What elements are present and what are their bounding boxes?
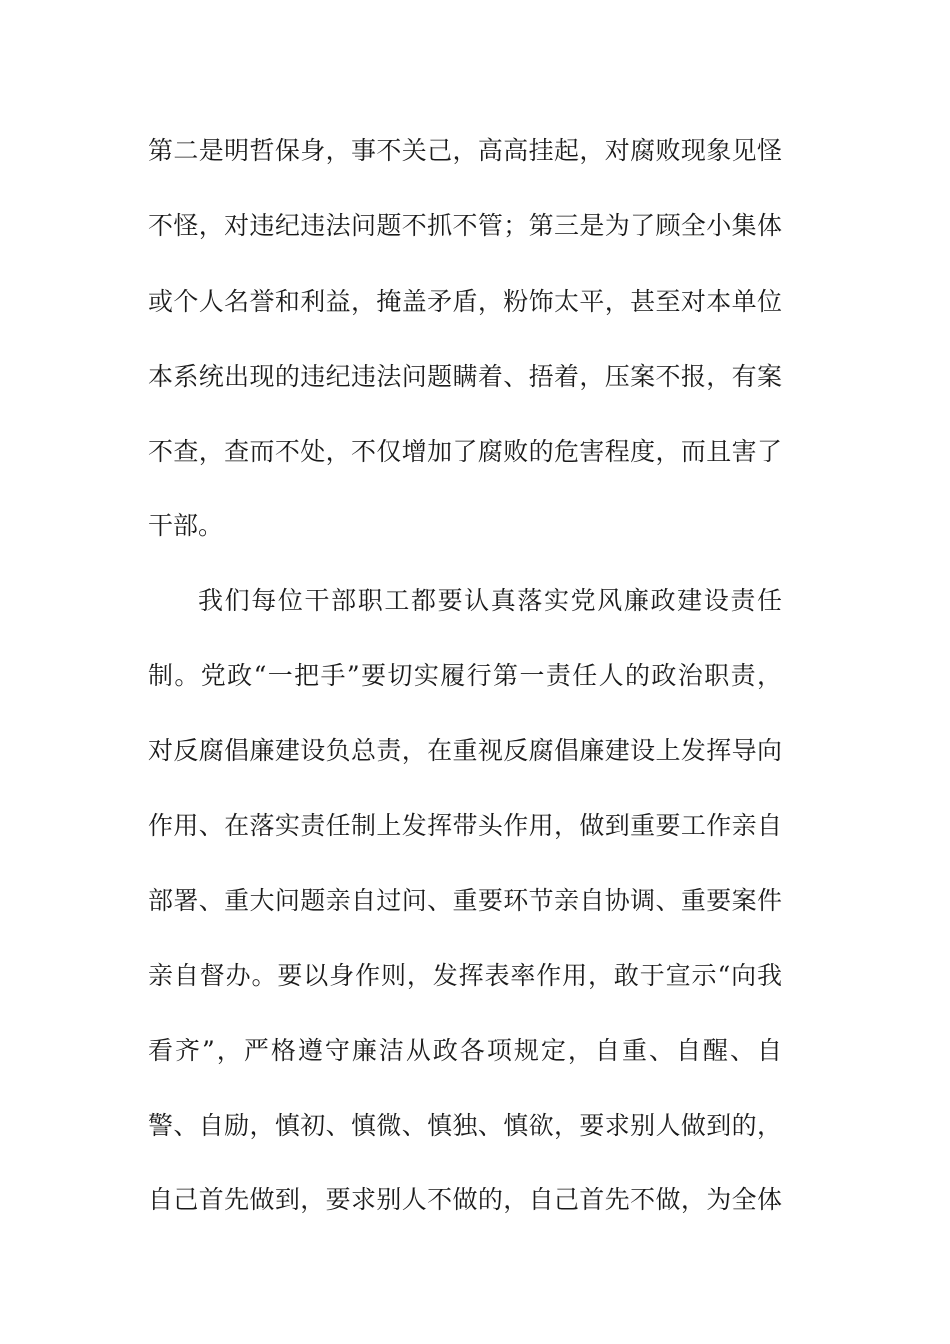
- text-line: 亲自督办。要以身作则，发挥表率作用，敢于宣示“向我: [148, 961, 782, 990]
- text-line: 部署、重大问题亲自过问、重要环节亲自协调、重要案件: [148, 886, 782, 915]
- paragraph-first-line: 我们每位干部职工都要认真落实党风廉政建设责任: [198, 586, 782, 615]
- text-line: 制。党政“一把手”要切实履行第一责任人的政治职责，: [148, 661, 782, 690]
- text-line: 第二是明哲保身，事不关己，高高挂起，对腐败现象见怪: [148, 136, 782, 165]
- text-line: 不查，查而不处，不仅增加了腐败的危害程度，而且害了: [148, 437, 782, 466]
- text-line: 自己首先做到，要求别人不做的，自己首先不做，为全体: [148, 1185, 782, 1214]
- text-line: 不怪，对违纪违法问题不抓不管；第三是为了顾全小集体: [148, 211, 782, 240]
- text-line: 警、自励，慎初、慎微、慎独、慎欲，要求别人做到的，: [148, 1111, 782, 1140]
- text-line: 或个人名誉和利益，掩盖矛盾，粉饰太平，甚至对本单位: [148, 287, 782, 316]
- text-line-paragraph-end: 干部。: [148, 511, 224, 540]
- text-line: 对反腐倡廉建设负总责，在重视反腐倡廉建设上发挥导向: [148, 736, 782, 765]
- text-line: 本系统出现的违纪违法问题瞒着、捂着，压案不报，有案: [148, 362, 782, 391]
- text-line: 看齐”，严格遵守廉洁从政各项规定，自重、自醒、自: [148, 1036, 782, 1065]
- text-line: 作用、在落实责任制上发挥带头作用，做到重要工作亲自: [148, 811, 782, 840]
